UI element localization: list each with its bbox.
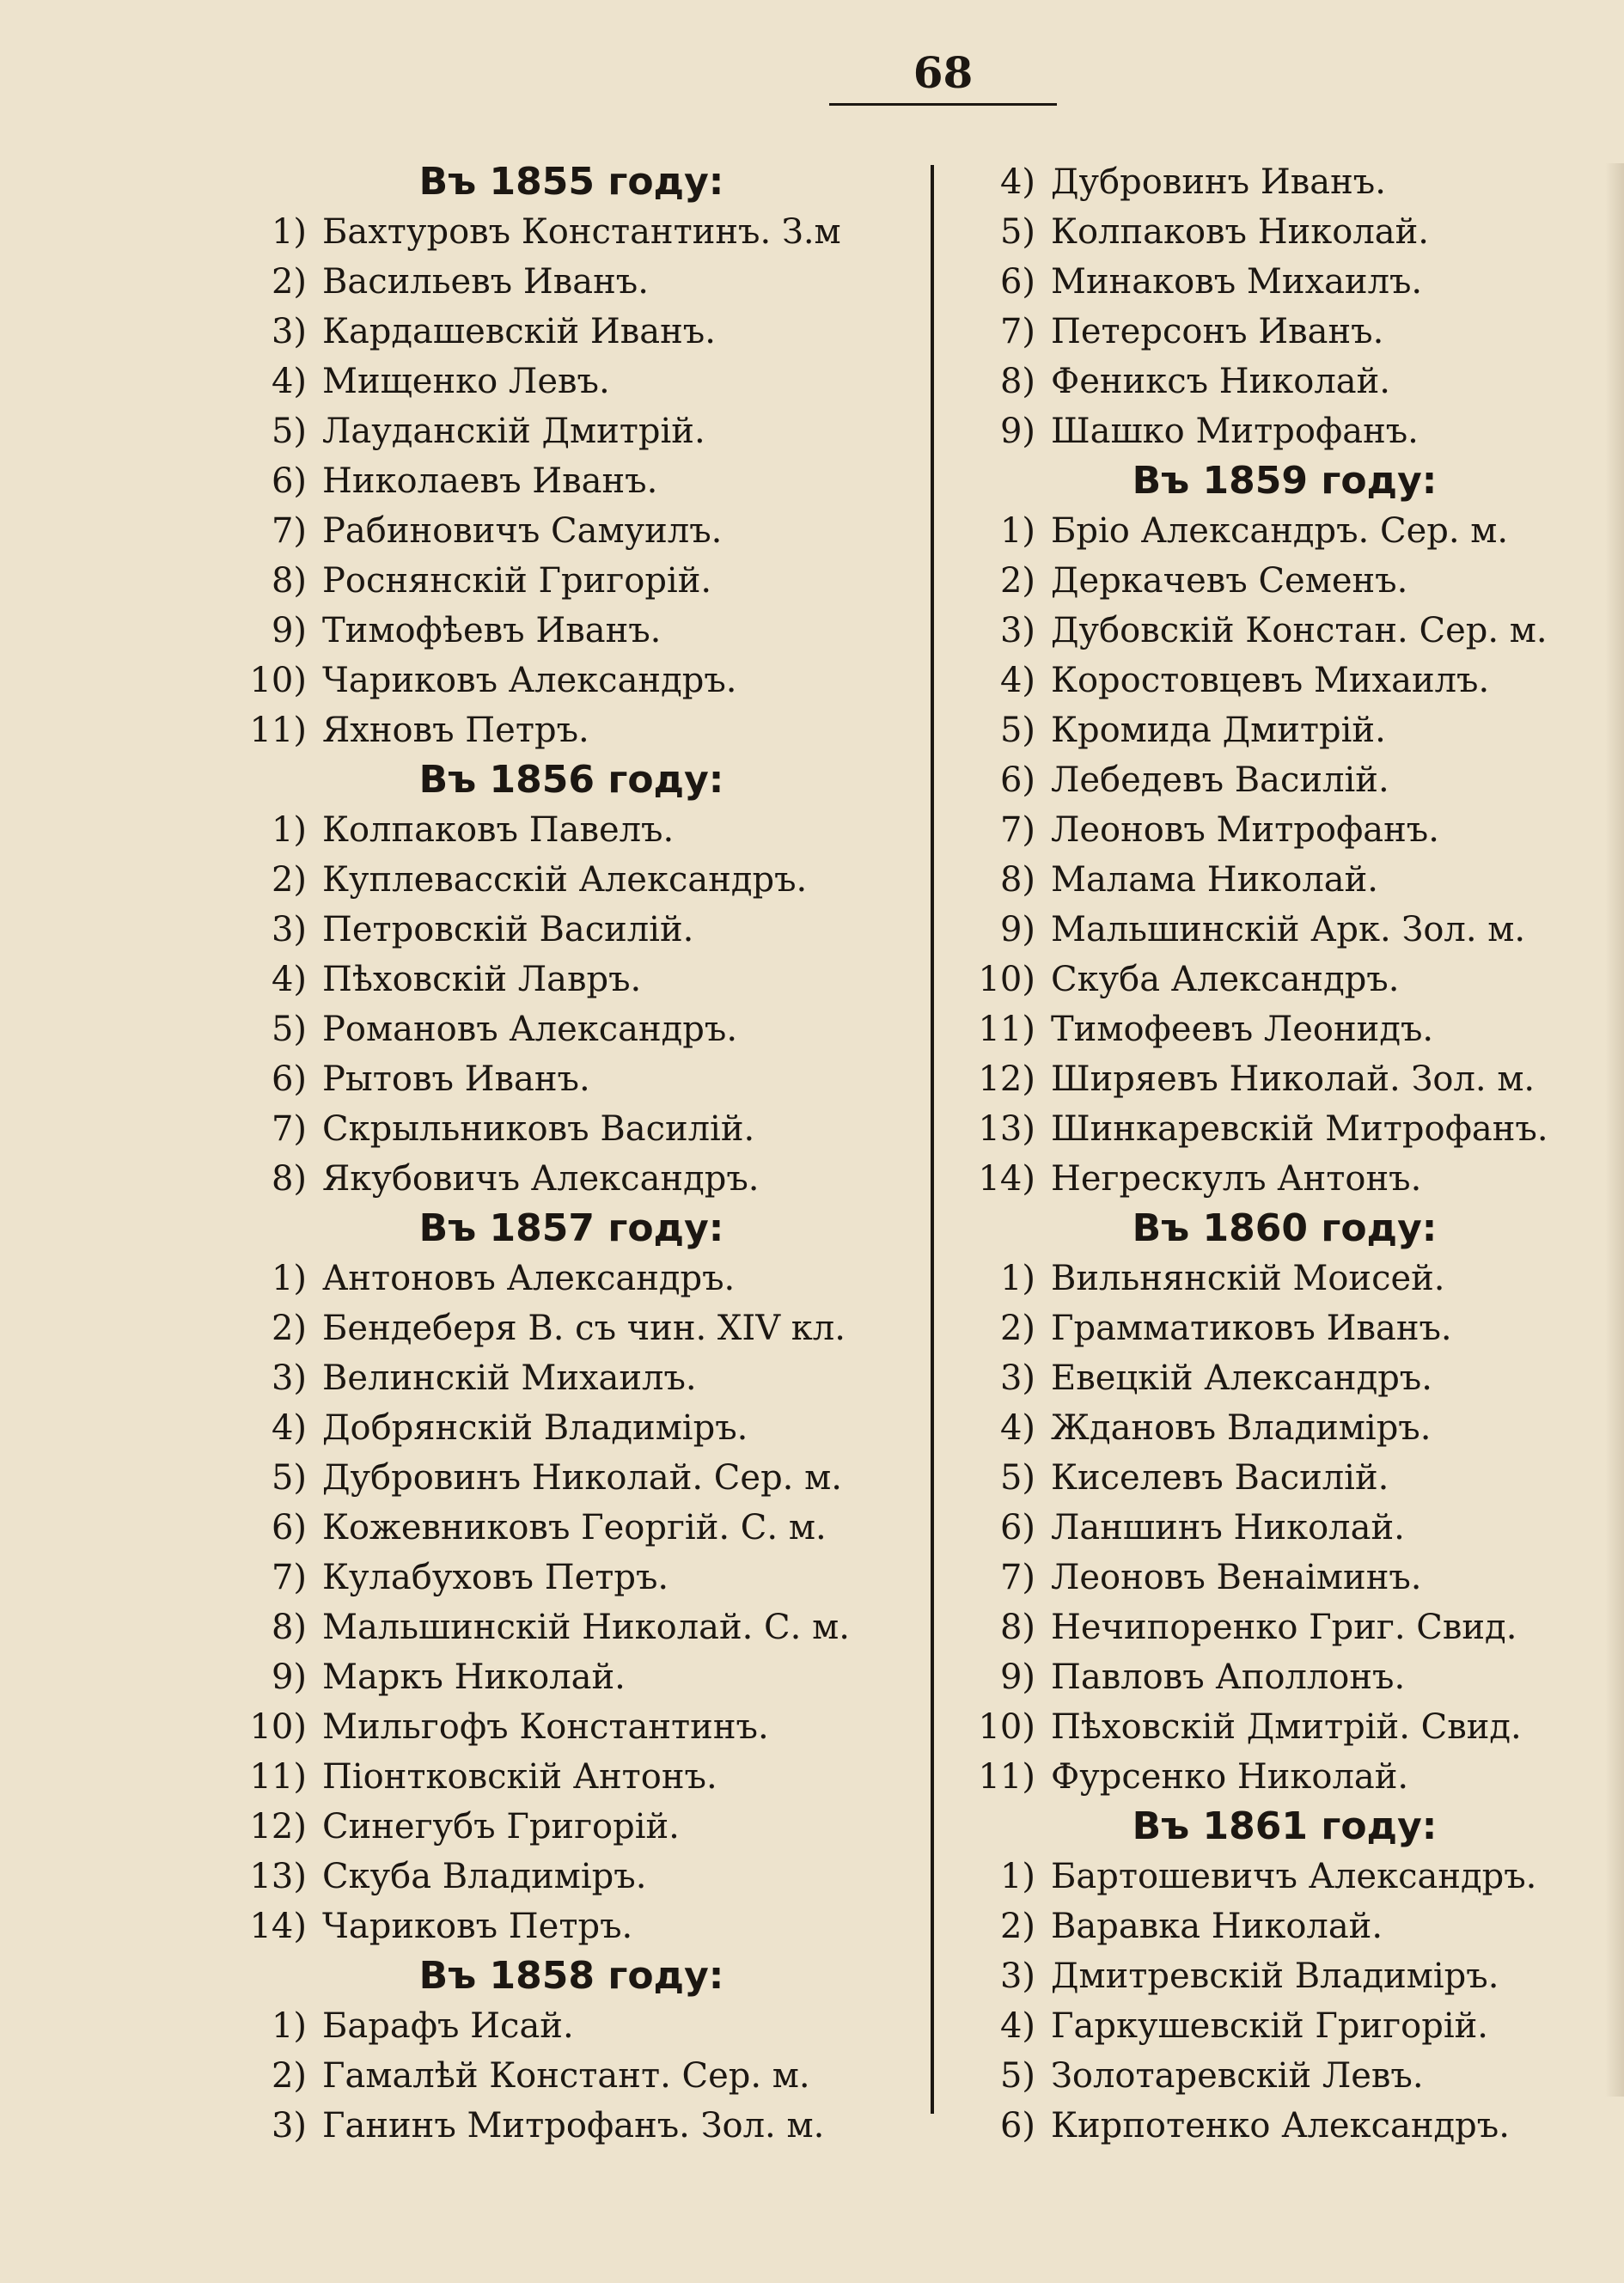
entry-number: 6): [271, 1059, 307, 1099]
entry-number: 9): [999, 412, 1035, 451]
list-item: [958, 1254, 1611, 1303]
list-item: [958, 1503, 1611, 1553]
list-item: [958, 307, 1611, 357]
entry-number: 3): [271, 1358, 307, 1398]
entry-number: 3): [271, 312, 307, 351]
list-item: [219, 1353, 924, 1403]
list-item: [219, 855, 924, 905]
entry-number: 1): [999, 511, 1035, 551]
entry-number: 6): [999, 2106, 1035, 2146]
entry-name: Бартошевичъ Александръ.: [1051, 1857, 1537, 1896]
entry-name: Лауданскій Дмитрій.: [322, 412, 705, 451]
right-column: [958, 157, 1611, 2151]
entry-number: 6): [999, 760, 1035, 800]
entry-number: 1): [999, 1259, 1035, 1298]
list-item: [958, 805, 1611, 855]
entry-name: Мильгофъ Константинъ.: [322, 1707, 769, 1747]
entry-number: 5): [999, 1458, 1035, 1498]
list-item: [219, 456, 924, 506]
entry-name: Синегубъ Григорій.: [322, 1807, 680, 1847]
entry-number: 3): [271, 910, 307, 949]
list-item: [958, 207, 1611, 257]
entry-name: Мищенко Левъ.: [322, 362, 610, 401]
entry-name: Чариковъ Александръ.: [322, 661, 737, 700]
list-item: [219, 905, 924, 955]
entry-number: 4): [271, 960, 307, 999]
entry-name: Якубовичъ Александръ.: [322, 1159, 760, 1199]
list-item: [219, 406, 924, 456]
list-item: [958, 1852, 1611, 1901]
list-item: [219, 207, 924, 257]
list-item: [219, 257, 924, 307]
entry-number: 5): [999, 212, 1035, 252]
entry-number: 1): [271, 2006, 307, 2046]
entry-number: 7): [999, 810, 1035, 850]
list-item: [219, 656, 924, 705]
list-item: [958, 257, 1611, 307]
entry-number: 12): [249, 1807, 307, 1847]
entry-name: Фениксъ Николай.: [1051, 362, 1391, 401]
list-item: [958, 656, 1611, 705]
entry-number: 11): [978, 1010, 1035, 1049]
entry-number: 1): [271, 212, 307, 252]
entry-number: 2): [271, 2056, 307, 2096]
entry-number: 11): [249, 711, 307, 750]
entry-name: Вильнянскій Моисей.: [1051, 1259, 1445, 1298]
entry-number: 2): [999, 561, 1035, 601]
list-item: [219, 506, 924, 556]
entry-number: 11): [249, 1757, 307, 1797]
entry-name: Киселевъ Василій.: [1051, 1458, 1389, 1498]
list-item: [958, 1752, 1611, 1802]
list-item: [958, 1154, 1611, 1204]
entry-number: 13): [249, 1857, 307, 1896]
list-item: [958, 755, 1611, 805]
list-item: [958, 955, 1611, 1004]
left-column: [219, 157, 924, 2151]
year-heading: Въ 1856 году:: [418, 758, 724, 802]
list-item: [219, 705, 924, 755]
entry-name: Мальшинскій Николай. С. м.: [322, 1608, 850, 1647]
year-heading: Въ 1857 году:: [418, 1206, 724, 1250]
list-item: [219, 1104, 924, 1154]
entry-name: Коростовцевъ Михаилъ.: [1051, 661, 1490, 700]
entry-number: 10): [978, 960, 1035, 999]
entry-name: Чариковъ Петръ.: [322, 1907, 633, 1946]
entry-number: 6): [999, 262, 1035, 302]
entry-name: Золотаревскій Левъ.: [1051, 2056, 1424, 2096]
entry-number: 10): [249, 1707, 307, 1747]
entry-number: 7): [999, 312, 1035, 351]
entry-name: Рытовъ Иванъ.: [322, 1059, 590, 1099]
entry-name: Ждановъ Владиміръ.: [1051, 1408, 1432, 1448]
entry-name: Пѣховскій Лавръ.: [322, 960, 642, 999]
entry-name: Кирпотенко Александръ.: [1051, 2106, 1510, 2146]
list-item: [219, 2051, 924, 2101]
list-item: [219, 1453, 924, 1503]
list-item: [958, 1453, 1611, 1503]
list-item: [958, 157, 1611, 207]
list-item: [958, 1553, 1611, 1602]
entry-name: Колпаковъ Павелъ.: [322, 810, 675, 850]
entry-name: Деркачевъ Семенъ.: [1051, 561, 1408, 601]
entry-name: Колпаковъ Николай.: [1051, 212, 1429, 252]
entry-number: 13): [978, 1109, 1035, 1149]
entry-number: 7): [271, 1109, 307, 1149]
entry-number: 5): [999, 2056, 1035, 2096]
list-item: [219, 1602, 924, 1652]
entry-number: 2): [999, 1309, 1035, 1348]
entry-number: 7): [271, 1558, 307, 1597]
list-item: [219, 2101, 924, 2151]
entry-name: Петровскій Василій.: [322, 910, 694, 949]
entry-number: 8): [271, 1159, 307, 1199]
entry-name: Малама Николай.: [1051, 860, 1378, 900]
list-item: [958, 606, 1611, 656]
entry-number: 5): [271, 1010, 307, 1049]
entry-name: Леоновъ Митрофанъ.: [1051, 810, 1439, 850]
list-item: [958, 2051, 1611, 2101]
year-heading: Въ 1861 году:: [1132, 1804, 1438, 1848]
list-item: [219, 2001, 924, 2051]
entry-number: 2): [999, 1907, 1035, 1946]
entry-number: 10): [249, 661, 307, 700]
entry-name: Скуба Александръ.: [1051, 960, 1400, 999]
year-heading: Въ 1859 году:: [1132, 459, 1438, 503]
entry-name: Маркъ Николай.: [322, 1657, 626, 1697]
entry-name: Дубровинъ Николай. Сер. м.: [322, 1458, 842, 1498]
entry-name: Тимофѣевъ Иванъ.: [322, 611, 662, 650]
entry-number: 2): [271, 1309, 307, 1348]
entry-number: 4): [999, 661, 1035, 700]
entry-name: Петерсонъ Иванъ.: [1051, 312, 1384, 351]
entry-name: Бендеберя В. съ чин. XIV кл.: [322, 1309, 846, 1348]
list-item: [958, 2001, 1611, 2051]
entry-number: 8): [999, 860, 1035, 900]
list-item: [958, 1951, 1611, 2001]
page-number-rule: [829, 103, 1057, 106]
entry-name: Васильевъ Иванъ.: [322, 262, 649, 302]
entry-number: 9): [999, 910, 1035, 949]
entry-number: 5): [271, 1458, 307, 1498]
list-item: [958, 1303, 1611, 1353]
list-item: [958, 705, 1611, 755]
entry-name: Кулабуховъ Петръ.: [322, 1558, 669, 1597]
list-item: [958, 1602, 1611, 1652]
entry-name: Піонтковскій Антонъ.: [322, 1757, 717, 1797]
list-item: [219, 606, 924, 656]
column-divider: [931, 165, 934, 2114]
list-item: [958, 1652, 1611, 1702]
list-item: [219, 1054, 924, 1104]
entry-name: Бріо Александръ. Сер. м.: [1051, 511, 1509, 551]
entry-name: Гамалѣй Констант. Сер. м.: [322, 2056, 810, 2096]
list-item: [958, 1353, 1611, 1403]
entry-number: 4): [999, 2006, 1035, 2046]
entry-name: Барафъ Исай.: [322, 2006, 574, 2046]
list-item: [958, 406, 1611, 456]
entry-name: Добрянскій Владиміръ.: [322, 1408, 748, 1448]
entry-number: 4): [271, 362, 307, 401]
entry-name: Роснянскій Григорій.: [322, 561, 712, 601]
list-item: [219, 1852, 924, 1901]
entry-name: Скрыльниковъ Василій.: [322, 1109, 755, 1149]
entry-name: Гаркушевскій Григорій.: [1051, 2006, 1488, 2046]
entry-number: 7): [999, 1558, 1035, 1597]
list-item: [958, 855, 1611, 905]
year-heading: Въ 1858 году:: [418, 1954, 724, 1998]
entry-number: 9): [999, 1657, 1035, 1697]
entry-number: 2): [271, 262, 307, 302]
entry-name: Романовъ Александръ.: [322, 1010, 738, 1049]
entry-number: 8): [271, 1608, 307, 1647]
entry-number: 6): [999, 1508, 1035, 1547]
year-heading: Въ 1860 году:: [1132, 1206, 1438, 1250]
entry-name: Антоновъ Александръ.: [322, 1259, 736, 1298]
list-item: [958, 905, 1611, 955]
entry-number: 3): [999, 611, 1035, 650]
entry-number: 1): [271, 1259, 307, 1298]
entry-number: 6): [271, 1508, 307, 1547]
entry-name: Негрескулъ Антонъ.: [1051, 1159, 1422, 1199]
list-item: [219, 1303, 924, 1353]
list-item: [958, 2101, 1611, 2151]
entry-name: Николаевъ Иванъ.: [322, 461, 658, 501]
list-item: [219, 1004, 924, 1054]
entry-number: 8): [271, 561, 307, 601]
list-item: [219, 1254, 924, 1303]
entry-name: Дмитревскій Владиміръ.: [1051, 1956, 1499, 1996]
entry-number: 7): [271, 511, 307, 551]
entry-number: 8): [999, 1608, 1035, 1647]
entry-number: 1): [999, 1857, 1035, 1896]
list-item: [958, 1403, 1611, 1453]
list-item: [958, 357, 1611, 406]
entry-number: 10): [978, 1707, 1035, 1747]
entry-name: Варавка Николай.: [1051, 1907, 1383, 1946]
entry-name: Ганинъ Митрофанъ. Зол. м.: [322, 2106, 825, 2146]
entry-name: Велинскій Михаилъ.: [322, 1358, 697, 1398]
page-number: 68: [913, 47, 974, 98]
year-heading: Въ 1855 году:: [418, 160, 724, 204]
entry-number: 12): [978, 1059, 1035, 1099]
list-item: [219, 307, 924, 357]
entry-number: 6): [271, 461, 307, 501]
entry-number: 5): [271, 412, 307, 451]
list-item: [219, 1901, 924, 1951]
entry-name: Дубовскій Констан. Сер. м.: [1051, 611, 1548, 650]
list-item: [219, 1154, 924, 1204]
entry-name: Кромида Дмитрій.: [1051, 711, 1386, 750]
entry-number: 4): [999, 162, 1035, 202]
entry-name: Пѣховскій Дмитрій. Свид.: [1051, 1707, 1522, 1747]
list-item: [958, 1004, 1611, 1054]
list-item: [219, 1752, 924, 1802]
entry-name: Дубровинъ Иванъ.: [1051, 162, 1386, 202]
entry-number: 3): [999, 1956, 1035, 1996]
entry-name: Тимофеевъ Леонидъ.: [1051, 1010, 1434, 1049]
entry-number: 1): [271, 810, 307, 850]
list-item: [219, 1403, 924, 1453]
list-item: [219, 955, 924, 1004]
entry-name: Скуба Владиміръ.: [322, 1857, 647, 1896]
entry-name: Яхновъ Петръ.: [322, 711, 589, 750]
list-item: [219, 1503, 924, 1553]
list-item: [219, 1802, 924, 1852]
entry-name: Грамматиковъ Иванъ.: [1051, 1309, 1452, 1348]
entry-number: 8): [999, 362, 1035, 401]
entry-number: 14): [978, 1159, 1035, 1199]
entry-name: Фурсенко Николай.: [1051, 1757, 1409, 1797]
entry-number: 9): [271, 611, 307, 650]
list-item: [219, 1652, 924, 1702]
entry-name: Куплевасскій Александръ.: [322, 860, 808, 900]
entry-number: 3): [271, 2106, 307, 2146]
list-item: [958, 1104, 1611, 1154]
list-item: [219, 556, 924, 606]
list-item: [219, 805, 924, 855]
entry-name: Евецкій Александръ.: [1051, 1358, 1432, 1398]
list-item: [219, 1553, 924, 1602]
entry-name: Мальшинскій Арк. Зол. м.: [1051, 910, 1526, 949]
entry-number: 2): [271, 860, 307, 900]
entry-name: Бахтуровъ Константинъ. З.м: [322, 212, 841, 252]
entry-name: Кожевниковъ Георгій. С. м.: [322, 1508, 827, 1547]
entry-number: 3): [999, 1358, 1035, 1398]
list-item: [958, 1901, 1611, 1951]
entry-name: Лебедевъ Василій.: [1051, 760, 1389, 800]
entry-number: 9): [271, 1657, 307, 1697]
entry-name: Ширяевъ Николай. Зол. м.: [1051, 1059, 1535, 1099]
entry-name: Минаковъ Михаилъ.: [1051, 262, 1423, 302]
entry-name: Нечипоренко Григ. Свид.: [1051, 1608, 1517, 1647]
entry-number: 11): [978, 1757, 1035, 1797]
entry-name: Кардашевскій Иванъ.: [322, 312, 716, 351]
entry-number: 5): [999, 711, 1035, 750]
entry-name: Шинкаревскій Митрофанъ.: [1051, 1109, 1548, 1149]
entry-name: Шашко Митрофанъ.: [1051, 412, 1419, 451]
list-item: [219, 1702, 924, 1752]
entry-name: Рабиновичъ Самуилъ.: [322, 511, 723, 551]
entry-number: 4): [999, 1408, 1035, 1448]
list-item: [958, 1702, 1611, 1752]
list-item: [958, 506, 1611, 556]
list-item: [219, 357, 924, 406]
list-item: [958, 1054, 1611, 1104]
entry-number: 14): [249, 1907, 307, 1946]
entry-name: Ланшинъ Николай.: [1051, 1508, 1405, 1547]
entry-number: 4): [271, 1408, 307, 1448]
entry-name: Павловъ Аполлонъ.: [1051, 1657, 1406, 1697]
entry-name: Леоновъ Венаіминъ.: [1051, 1558, 1422, 1597]
list-item: [958, 556, 1611, 606]
